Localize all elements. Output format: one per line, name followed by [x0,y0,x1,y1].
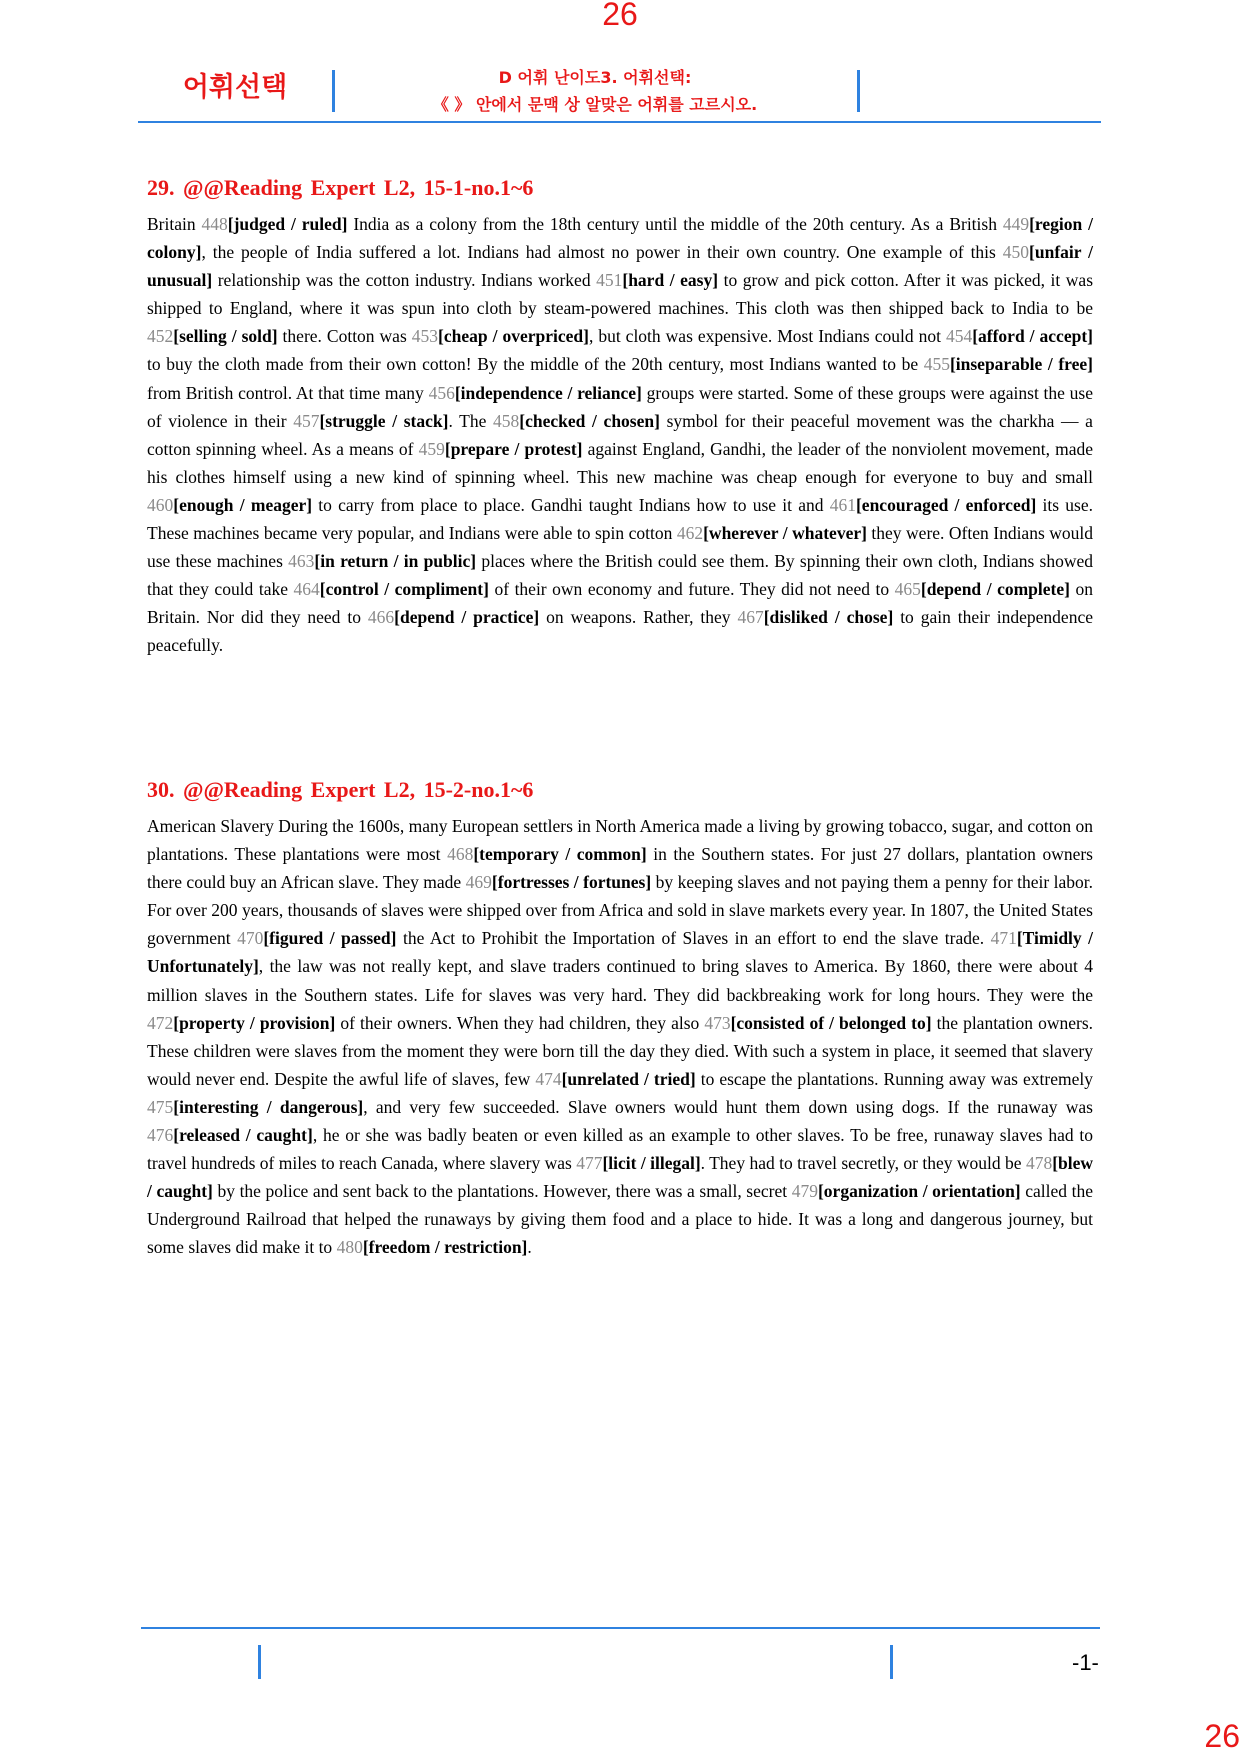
passage-run: India as a colony from the 18th century until the middle of the 20th century. As a British [347,214,1003,234]
header-instruction-line-1: D 어휘 난이도3. 어휘선택: [498,68,692,87]
passage-run: relationship was the cotton industry. Indians worked [212,270,597,291]
choice-options: [blew / caught] [147,1153,1094,1202]
blank-number: 472 [147,1012,174,1033]
passage-text [147,210,1093,660]
section-title: 30. @@Reading Expert L2, 15-2-no.1~6 [147,777,534,802]
blank-number: 461 [829,494,856,515]
choice-options: [checked / chosen] [519,410,660,431]
passage-run: to carry from place to place. Gandhi taught Indians how to use it and [312,494,830,515]
passage-run: to escape the plantations. Running away was extremely [695,1068,1093,1089]
choice-options: [fortresses / fortunes] [491,872,652,893]
blank-number: 459 [418,438,445,459]
passage-run: Britain [147,214,202,234]
choice-options: [depend / complete] [920,579,1070,600]
footer-divider-left [258,1645,261,1679]
choice-options: [selling / sold] [173,326,278,347]
passage-run: there. Cotton was [277,326,412,347]
blank-number: 467 [737,607,764,628]
blank-number: 457 [293,410,320,431]
passage-run: they were. Often Indians would use these machines [147,523,1093,572]
choice-options: [organization / orientation] [817,1181,1021,1202]
section-title: 29. @@Reading Expert L2, 15-1-no.1~6 [147,175,534,200]
choice-options: [cheap / overpriced] [438,326,589,347]
passage-run: on Britain. Nor did they need to [147,579,1093,628]
blank-number: 480 [336,1237,363,1258]
blank-number: 451 [596,270,623,291]
choice-options: [licit / illegal] [602,1153,701,1174]
header-title: 어휘선택 [182,72,288,103]
passage-run: , the law was not really kept, and slave traders continued to bring slaves to America. By 1860, there were about 4 million slaves in the Southern states. Life for slaves was very hard. They did backbreaking work for long hours. They were the [147,956,1093,1005]
blank-number: 477 [576,1153,603,1174]
passage-run: called the Underground Railroad that helped the runaways by giving them food and a place to hide. It was a long and dangerous journey, but some slaves did make it to [147,1181,1094,1258]
header-divider-right [857,70,860,112]
blank-number: 473 [704,1012,731,1033]
footer-page-label: -1- [1072,1650,1099,1675]
blank-number: 478 [1025,1153,1053,1174]
passage-run: to gain their independence peacefully. [147,607,1093,656]
choice-options: [interesting / dangerous] [173,1096,364,1117]
footer-rule [141,1627,1100,1629]
choice-options: [inseparable / free] [949,354,1093,375]
choice-options: [region / colony] [147,214,1093,263]
footer-divider-right [890,1645,893,1679]
choice-options: [judged / ruled] [227,214,348,234]
blank-number: 458 [493,410,520,431]
choice-options: [prepare / protest] [444,438,583,459]
choice-options: [in return / in public] [314,551,477,572]
passage-run: groups were started. Some of these groups were against the use of violence in their [147,382,1093,431]
passage-run: symbol for their peaceful movement was the charkha — a cotton spinning wheel. As a means of [147,410,1093,459]
passage-run: . [527,1237,532,1258]
choice-options: [consisted of / belonged to] [730,1012,932,1033]
passage-run: , and very few succeeded. Slave owners would hunt them down using dogs. If the runaway was [363,1096,1093,1117]
choice-options: [released / caught] [173,1125,313,1146]
blank-number: 468 [447,844,474,865]
passage-run: places where the British could see them. By spinning their own cloth, Indians showed that they could take [147,551,1094,600]
blank-number: 452 [147,326,174,347]
choice-options: [struggle / stack] [319,410,449,431]
choice-options: [unfair / unusual] [147,242,1093,291]
choice-options: [disliked / chose] [763,607,894,628]
header-instruction-line-2: 《 》 안에서 문맥 상 알맞은 어휘를 고르시오. [432,95,758,114]
passage-run: , but cloth was expensive. Most Indians could not [588,326,946,347]
blank-number: 448 [201,214,228,234]
blank-number: 471 [990,928,1017,949]
choice-options: [property / provision] [173,1012,336,1033]
header-instructions [335,64,855,118]
passage-run: its use. These machines became very popular, and Indians were able to spin cotton [147,494,1093,544]
passage-run: from British control. At that time many [147,382,429,403]
blank-number: 453 [411,326,439,347]
choice-options: [hard / easy] [622,270,719,291]
blank-number: 454 [945,326,973,347]
passage-run: , the people of India suffered a lot. Indians had almost no power in their own country. One example of this [201,242,1003,263]
choice-options: [unrelated / tried] [561,1068,696,1089]
blank-number: 449 [1002,214,1030,234]
passage-run: . They had to travel secretly, or they would be [700,1153,1026,1174]
header-rule [138,121,1101,123]
choice-options: [independence / reliance] [454,382,642,403]
choice-options: [figured / passed] [263,928,397,949]
choice-options: [wherever / whatever] [703,523,867,544]
choice-options: [depend / practice] [394,607,540,628]
exercise-section-30 [147,776,1093,1262]
passage-run: the Act to Prohibit the Importation of Slaves in an effort to end the slave trade. [396,928,991,949]
page-number-top: 26 [602,0,638,32]
passage-run: , he or she was badly beaten or even killed as an example to other slaves. To be free, runaway slaves had to travel hundreds of miles to reach Canada, where slavery was [147,1125,1093,1174]
blank-number: 464 [293,579,320,600]
choice-options: [control / compliment] [319,579,489,600]
passage-run: against England, Gandhi, the leader of the nonviolent movement, made his clothes himself using a new kind of spinning wheel. This new machine was cheap enough for everyone to buy and small [147,438,1093,487]
choice-options: [afford / accept] [972,326,1093,347]
page-number-bottom: 26 [1204,1718,1240,1754]
passage-run: by the police and sent back to the plantations. However, there was a small, secret [212,1181,792,1202]
passage-run: by keeping slaves and not paying them a penny for their labor. For over 200 years, thousands of slaves were shipped over from Africa and sold in slave markets every year. In 1807, the United States government [147,872,1094,949]
passage-run: to grow and pick cotton. After it was picked, it was shipped to England, where it was spun into cloth by steam-powered machines. This cloth was then shipped back to India to be [147,270,1094,319]
passage-run: the plantation owners. These children were slaves from the moment they were born till the day they died. With such a system in place, it seemed that slavery would never end. Despite the awful life of slaves, few [147,1012,1094,1089]
blank-number: 463 [288,551,315,572]
passage-run: American Slavery During the 1600s, many European settlers in North America made a living by growing tobacco, sugar, and cotton on plantations. These plantations were most [147,816,1093,865]
choice-options: [temporary / common] [473,844,647,865]
passage-run: to buy the cloth made from their own cotton! By the middle of the 20th century, most Indians wanted to be [147,354,924,375]
passage-run: . The [448,410,494,431]
blank-number: 466 [367,607,395,628]
blank-number: 456 [428,382,455,403]
passage-run: in the Southern states. For just 27 dollars, plantation owners there could buy an African slave. They made [147,844,1093,893]
exercise-section-29 [147,174,1093,660]
blank-number: 460 [147,494,174,515]
blank-number: 450 [1002,242,1030,263]
blank-number: 469 [465,872,492,893]
blank-number: 479 [791,1181,818,1202]
blank-number: 465 [894,579,921,600]
choice-options: [encouraged / enforced] [855,494,1037,515]
choice-options: [Timidly / Unfortunately] [147,928,1094,977]
blank-number: 474 [535,1068,562,1089]
blank-number: 455 [923,354,950,375]
blank-number: 470 [237,928,264,949]
passage-run: of their own economy and future. They did not need to [488,579,895,600]
blank-number: 462 [676,523,704,544]
blank-number: 476 [147,1125,174,1146]
choice-options: [enough / meager] [173,494,313,515]
choice-options: [freedom / restriction] [362,1237,528,1258]
passage-run: of their owners. When they had children, they also [335,1012,705,1033]
passage-text [147,812,1093,1262]
blank-number: 475 [147,1096,174,1117]
passage-run: on weapons. Rather, they [539,607,738,628]
